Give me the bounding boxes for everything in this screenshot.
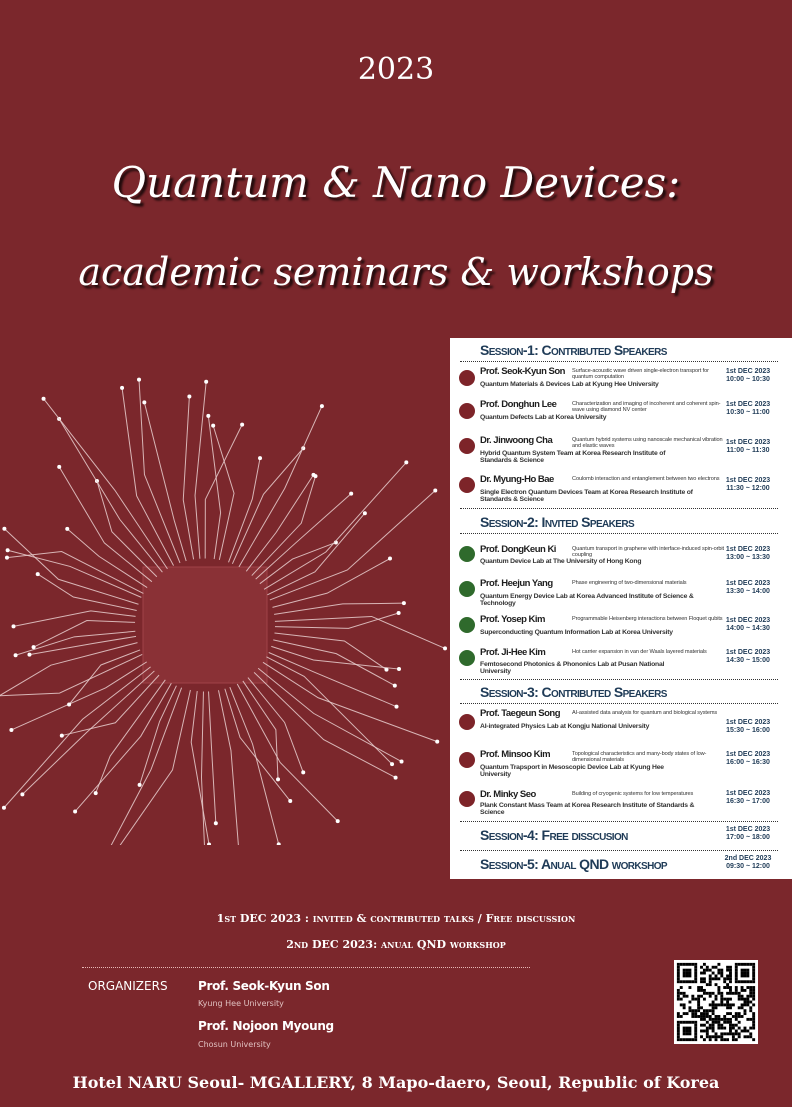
red-bullet-icon: [459, 791, 475, 807]
organizer-name: Prof. Nojoon Myoung: [198, 1019, 334, 1033]
talk-topic: Hot carrier expansion in van der Waals layered materials: [572, 649, 707, 655]
organizer-university: Kyung Hee University: [198, 999, 284, 1008]
talk-time: 14:30 ~ 15:00: [726, 657, 770, 664]
green-bullet-icon: [459, 617, 475, 633]
talk-date: 1st DEC 2023: [725, 546, 771, 553]
red-bullet-icon: [459, 438, 475, 454]
talk-date: 1st DEC 2023: [725, 649, 771, 656]
speaker-affiliation: Quantum Materials & Devices Lab at Kyung Hee University: [480, 381, 659, 388]
green-bullet-icon: [459, 581, 475, 597]
session-3-divider: [460, 703, 778, 704]
year-heading: 2023: [357, 52, 435, 87]
talk-date: 1st DEC 2023: [725, 580, 771, 587]
talk-topic: Building of cryogenic systems for low temperatures: [572, 791, 694, 797]
session-3-title: Session-3: Contributed Speakers: [480, 684, 667, 700]
talk-date: 1st DEC 2023: [725, 439, 771, 446]
speaker-affiliation: Quantum Energy Device Lab at Korea Advanced Institute of Science & Technology: [480, 593, 694, 608]
talk-date: 1st DEC 2023: [725, 751, 771, 758]
talk-date: 1st DEC 2023: [725, 477, 771, 484]
talk-topic: Quantum hybrid systems using nanoscale mechanical vibration and elastic waves: [572, 437, 723, 449]
session-5-time: 09:30 ~ 12:00: [726, 863, 770, 870]
speaker-affiliation: Plank Constant Mass Team at Korea Research Institute of Standards & Science: [480, 802, 695, 817]
speaker-affiliation: Single Electron Quantum Devices Team at Korea Research Institute of Standards & Science: [480, 489, 693, 504]
speaker-name: Prof. Donghun Lee: [480, 399, 557, 410]
speaker-name: Prof. Heejun Yang: [480, 578, 553, 589]
speaker-name: Dr. Jinwoong Cha: [480, 435, 553, 446]
speaker-name: Prof. Taegeun Song: [480, 708, 561, 719]
organizers-label: ORGANIZERS: [88, 979, 168, 993]
main-title-line1: Quantum & Nano Devices:: [111, 158, 681, 207]
speaker-affiliation: Femtosecond Photonics & Phononics Lab at Pusan National University: [480, 661, 665, 676]
session-2-title: Session-2: Invited Speakers: [480, 514, 635, 530]
session-2-divider-top: [460, 508, 778, 509]
main-title-line2: academic seminars & workshops: [78, 250, 714, 294]
schedule-panel: [450, 338, 792, 879]
session-1-title: Session-1: Contributed Speakers: [480, 342, 667, 358]
talk-topic: Surface-acoustic wave driven single-electron transport for quantum computation: [572, 368, 709, 380]
talk-topic: Programmable Heisenberg interactions between Floquet qubits: [572, 616, 723, 622]
talk-topic: Characterization and imaging of incoherent and coherent spin-wave using diamond NV center: [572, 401, 721, 413]
session-1-divider: [460, 361, 778, 362]
talk-date: 1st DEC 2023: [725, 401, 771, 408]
speaker-affiliation: Superconducting Quantum Information Lab at Korea University: [480, 629, 673, 636]
talk-topic: Coulomb interaction and entanglement between two electrons: [572, 476, 720, 482]
info-day1: 1st DEC 2023 : invited & contributed talks / Free discussion: [216, 912, 576, 925]
session-5-title: Session-5: Anual QND workshop: [480, 856, 667, 872]
session-4-title: Session-4: Free disscusion: [480, 827, 628, 843]
red-bullet-icon: [459, 403, 475, 419]
red-bullet-icon: [459, 714, 475, 730]
venue-address: Hotel NARU Seoul- MGALLERY, 8 Mapo-daero, Seoul, Republic of Korea: [72, 1073, 720, 1092]
talk-time: 10:00 ~ 10:30: [726, 376, 770, 383]
info-divider: [82, 967, 530, 968]
speaker-affiliation: Quantum Device Lab at The University of Hong Kong: [480, 558, 642, 565]
talk-date: 1st DEC 2023: [725, 617, 771, 624]
session-2-divider: [460, 533, 778, 534]
talk-time: 16:00 ~ 16:30: [726, 759, 770, 766]
talk-time: 13:30 ~ 14:00: [726, 588, 770, 595]
talk-time: 15:30 ~ 16:00: [726, 727, 770, 734]
organizer-name: Prof. Seok-Kyun Son: [198, 979, 330, 993]
session-5-date: 2nd DEC 2023: [724, 855, 772, 862]
talk-topic: Topological characteristics and many-body states of low-dimensional materials: [572, 751, 707, 763]
red-bullet-icon: [459, 370, 475, 386]
talk-time: 13:00 ~ 13:30: [726, 554, 770, 561]
talk-time: 14:00 ~ 14:30: [726, 625, 770, 632]
speaker-affiliation: Quantum Trapsport in Mesoscopic Device Lab at Kyung Hee University: [480, 764, 664, 779]
info-day2: 2nd DEC 2023: anual QND workshop: [286, 938, 506, 951]
speaker-name: Dr. Myung-Ho Bae: [480, 474, 554, 485]
speaker-affiliation: AI-integrated Physics Lab at Kongju National University: [480, 723, 650, 730]
talk-time: 11:30 ~ 12:00: [726, 485, 770, 492]
talk-time: 10:30 ~ 11:00: [726, 409, 770, 416]
speaker-name: Prof. Ji-Hee Kim: [480, 647, 546, 658]
talk-time: 11:00 ~ 11:30: [726, 447, 770, 454]
speaker-name: Prof. DongKeun Ki: [480, 544, 556, 555]
session-4-date: 1st DEC 2023: [725, 826, 771, 833]
speaker-name: Prof. Yosep Kim: [480, 614, 545, 625]
session-3-divider-top: [460, 679, 778, 680]
talk-date: 1st DEC 2023: [725, 719, 771, 726]
green-bullet-icon: [459, 650, 475, 666]
session-5-divider-top: [460, 850, 778, 851]
talk-date: 1st DEC 2023: [725, 368, 771, 375]
speaker-name: Prof. Seok-Kyun Son: [480, 366, 565, 377]
talk-topic: AI-assisted data analysis for quantum and biological systems: [572, 710, 718, 716]
red-bullet-icon: [459, 752, 475, 768]
speaker-name: Dr. Minky Seo: [480, 789, 536, 800]
speaker-name: Prof. Minsoo Kim: [480, 749, 551, 760]
talk-topic: Phase engineering of two-dimensional materials: [572, 580, 687, 586]
organizer-university: Chosun University: [198, 1040, 271, 1049]
talk-time: 16:30 ~ 17:00: [726, 798, 770, 805]
qr-code-icon[interactable]: [674, 960, 758, 1044]
talk-topic: Quantum transport in graphene with interface-induced spin-orbit coupling: [572, 546, 724, 558]
session-4-time: 17:00 ~ 18:00: [726, 834, 770, 841]
speaker-affiliation: Quantum Defects Lab at Korea University: [480, 414, 607, 421]
speaker-affiliation: Hybrid Quantum System Team at Korea Research Institute of Standards & Science: [480, 450, 666, 465]
talk-date: 1st DEC 2023: [725, 790, 771, 797]
red-bullet-icon: [459, 477, 475, 493]
session-4-divider-top: [460, 821, 778, 822]
circuit-chip-illustration: [0, 325, 480, 845]
green-bullet-icon: [459, 546, 475, 562]
